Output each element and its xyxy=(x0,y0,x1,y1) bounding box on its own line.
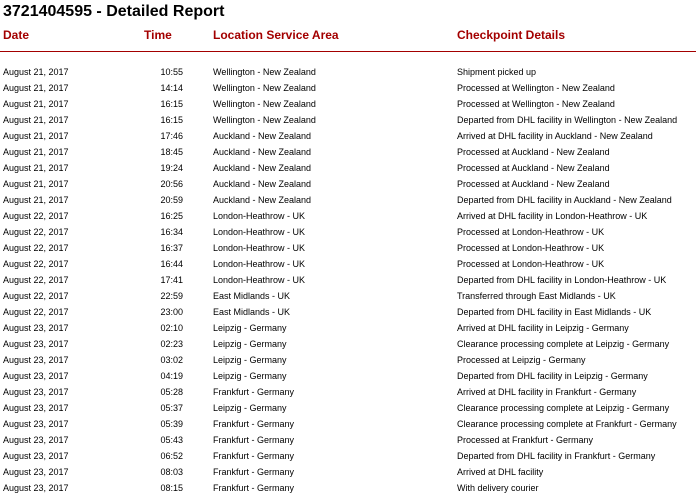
cell-date: August 22, 2017 xyxy=(3,259,69,269)
cell-time: 17:46 xyxy=(160,131,183,141)
table-row xyxy=(0,272,696,288)
table-row xyxy=(0,400,696,416)
table-row xyxy=(0,208,696,224)
cell-location: London-Heathrow - UK xyxy=(213,259,306,269)
cell-date: August 23, 2017 xyxy=(3,387,69,397)
cell-location: Auckland - New Zealand xyxy=(213,147,312,157)
cell-location: Auckland - New Zealand xyxy=(213,195,312,205)
cell-time: 16:34 xyxy=(160,227,183,237)
cell-date: August 21, 2017 xyxy=(3,115,69,125)
table-row xyxy=(0,192,696,208)
cell-details: Arrived at DHL facility in Auckland - New Zealand xyxy=(457,131,653,141)
cell-time: 16:25 xyxy=(160,211,183,221)
cell-date: August 21, 2017 xyxy=(3,195,69,205)
cell-location: Auckland - New Zealand xyxy=(213,163,312,173)
cell-location: Wellington - New Zealand xyxy=(213,83,316,93)
cell-location: Auckland - New Zealand xyxy=(213,131,312,141)
table-row xyxy=(0,288,696,304)
cell-time: 20:56 xyxy=(160,179,183,189)
cell-time: 16:37 xyxy=(160,243,183,253)
cell-time: 08:03 xyxy=(160,467,183,477)
cell-time: 02:23 xyxy=(160,339,183,349)
table-row xyxy=(0,128,696,144)
cell-details: Processed at London-Heathrow - UK xyxy=(457,227,605,237)
cell-location: Frankfurt - Germany xyxy=(213,467,295,477)
cell-location: Wellington - New Zealand xyxy=(213,115,316,125)
cell-location: Leipzig - Germany xyxy=(213,323,287,333)
cell-details: Processed at Auckland - New Zealand xyxy=(457,179,610,189)
cell-date: August 21, 2017 xyxy=(3,179,69,189)
cell-date: August 22, 2017 xyxy=(3,211,69,221)
table-row xyxy=(0,176,696,192)
cell-details: Arrived at DHL facility in Frankfurt - Germany xyxy=(457,387,637,397)
table-row xyxy=(0,416,696,432)
cell-location: Wellington - New Zealand xyxy=(213,99,316,109)
table-row xyxy=(0,160,696,176)
cell-location: East Midlands - UK xyxy=(213,307,291,317)
header-details: Checkpoint Details xyxy=(457,28,566,42)
cell-details: Departed from DHL facility in Frankfurt - Germany xyxy=(457,451,656,461)
table-row xyxy=(0,224,696,240)
cell-date: August 23, 2017 xyxy=(3,483,69,493)
table-row xyxy=(0,256,696,272)
table-row xyxy=(0,144,696,160)
cell-time: 03:02 xyxy=(160,355,183,365)
cell-time: 06:52 xyxy=(160,451,183,461)
table-row xyxy=(0,384,696,400)
cell-details: Departed from DHL facility in Leipzig - Germany xyxy=(457,371,648,381)
cell-time: 18:45 xyxy=(160,147,183,157)
cell-location: Leipzig - Germany xyxy=(213,371,287,381)
cell-date: August 21, 2017 xyxy=(3,147,69,157)
cell-details: Clearance processing complete at Frankfurt - Germany xyxy=(457,419,677,429)
table-row xyxy=(0,80,696,96)
cell-details: Processed at Auckland - New Zealand xyxy=(457,163,610,173)
cell-details: Clearance processing complete at Leipzig - Germany xyxy=(457,403,670,413)
checkpoint-table-body xyxy=(0,64,696,496)
cell-time: 22:59 xyxy=(160,291,183,301)
cell-details: Processed at Frankfurt - Germany xyxy=(457,435,594,445)
cell-location: London-Heathrow - UK xyxy=(213,227,306,237)
cell-location: London-Heathrow - UK xyxy=(213,211,306,221)
cell-details: With delivery courier xyxy=(457,483,539,493)
cell-date: August 22, 2017 xyxy=(3,243,69,253)
cell-time: 10:55 xyxy=(160,67,183,77)
table-row xyxy=(0,464,696,480)
cell-date: August 21, 2017 xyxy=(3,99,69,109)
header-time: Time xyxy=(144,28,172,42)
cell-location: East Midlands - UK xyxy=(213,291,291,301)
cell-date: August 23, 2017 xyxy=(3,451,69,461)
cell-time: 14:14 xyxy=(160,83,183,93)
cell-details: Processed at London-Heathrow - UK xyxy=(457,243,605,253)
cell-date: August 22, 2017 xyxy=(3,227,69,237)
cell-time: 16:44 xyxy=(160,259,183,269)
cell-location: London-Heathrow - UK xyxy=(213,243,306,253)
table-row xyxy=(0,240,696,256)
cell-date: August 23, 2017 xyxy=(3,355,69,365)
cell-time: 02:10 xyxy=(160,323,183,333)
table-row xyxy=(0,304,696,320)
cell-time: 05:28 xyxy=(160,387,183,397)
table-row xyxy=(0,352,696,368)
cell-details: Processed at Wellington - New Zealand xyxy=(457,99,615,109)
cell-date: August 22, 2017 xyxy=(3,275,69,285)
table-row xyxy=(0,112,696,128)
cell-date: August 23, 2017 xyxy=(3,339,69,349)
table-row xyxy=(0,96,696,112)
report-title: 3721404595 - Detailed Report xyxy=(3,3,225,20)
table-row xyxy=(0,368,696,384)
cell-location: Leipzig - Germany xyxy=(213,355,287,365)
cell-details: Departed from DHL facility in London-Heathrow - UK xyxy=(457,275,667,285)
cell-time: 16:15 xyxy=(160,115,183,125)
cell-date: August 22, 2017 xyxy=(3,291,69,301)
cell-details: Processed at Auckland - New Zealand xyxy=(457,147,610,157)
cell-details: Shipment picked up xyxy=(457,67,537,77)
cell-details: Departed from DHL facility in Auckland - New Zealand xyxy=(457,195,672,205)
cell-time: 08:15 xyxy=(160,483,183,493)
cell-date: August 21, 2017 xyxy=(3,163,69,173)
cell-details: Processed at Wellington - New Zealand xyxy=(457,83,615,93)
cell-date: August 23, 2017 xyxy=(3,323,69,333)
cell-time: 05:37 xyxy=(160,403,183,413)
cell-date: August 23, 2017 xyxy=(3,419,69,429)
table-row xyxy=(0,480,696,496)
cell-details: Departed from DHL facility in East Midlands - UK xyxy=(457,307,652,317)
header-date: Date xyxy=(3,28,30,42)
cell-date: August 23, 2017 xyxy=(3,371,69,381)
cell-time: 05:39 xyxy=(160,419,183,429)
cell-location: London-Heathrow - UK xyxy=(213,275,306,285)
header-location: Location Service Area xyxy=(213,28,339,42)
cell-location: Wellington - New Zealand xyxy=(213,67,316,77)
cell-details: Departed from DHL facility in Wellington - New Zealand xyxy=(457,115,678,125)
table-row xyxy=(0,64,696,80)
cell-location: Frankfurt - Germany xyxy=(213,387,295,397)
cell-details: Arrived at DHL facility xyxy=(457,467,544,477)
table-row xyxy=(0,320,696,336)
cell-details: Clearance processing complete at Leipzig - Germany xyxy=(457,339,670,349)
cell-details: Processed at Leipzig - Germany xyxy=(457,355,586,365)
table-row xyxy=(0,448,696,464)
cell-location: Leipzig - Germany xyxy=(213,403,287,413)
cell-date: August 21, 2017 xyxy=(3,67,69,77)
cell-details: Transferred through East Midlands - UK xyxy=(457,291,616,301)
cell-time: 04:19 xyxy=(160,371,183,381)
cell-time: 17:41 xyxy=(160,275,183,285)
cell-date: August 23, 2017 xyxy=(3,467,69,477)
cell-details: Processed at London-Heathrow - UK xyxy=(457,259,605,269)
cell-date: August 21, 2017 xyxy=(3,131,69,141)
cell-time: 05:43 xyxy=(160,435,183,445)
cell-time: 19:24 xyxy=(160,163,183,173)
table-row xyxy=(0,432,696,448)
cell-time: 20:59 xyxy=(160,195,183,205)
header-divider xyxy=(0,51,696,52)
cell-location: Frankfurt - Germany xyxy=(213,435,295,445)
cell-date: August 21, 2017 xyxy=(3,83,69,93)
cell-time: 16:15 xyxy=(160,99,183,109)
table-row xyxy=(0,336,696,352)
cell-location: Frankfurt - Germany xyxy=(213,451,295,461)
cell-details: Arrived at DHL facility in Leipzig - Germany xyxy=(457,323,629,333)
cell-location: Frankfurt - Germany xyxy=(213,483,295,493)
cell-location: Auckland - New Zealand xyxy=(213,179,312,189)
cell-date: August 23, 2017 xyxy=(3,403,69,413)
cell-location: Leipzig - Germany xyxy=(213,339,287,349)
cell-location: Frankfurt - Germany xyxy=(213,419,295,429)
cell-details: Arrived at DHL facility in London-Heathrow - UK xyxy=(457,211,648,221)
cell-date: August 23, 2017 xyxy=(3,435,69,445)
cell-time: 23:00 xyxy=(160,307,183,317)
table-header-row xyxy=(0,26,696,44)
cell-date: August 22, 2017 xyxy=(3,307,69,317)
